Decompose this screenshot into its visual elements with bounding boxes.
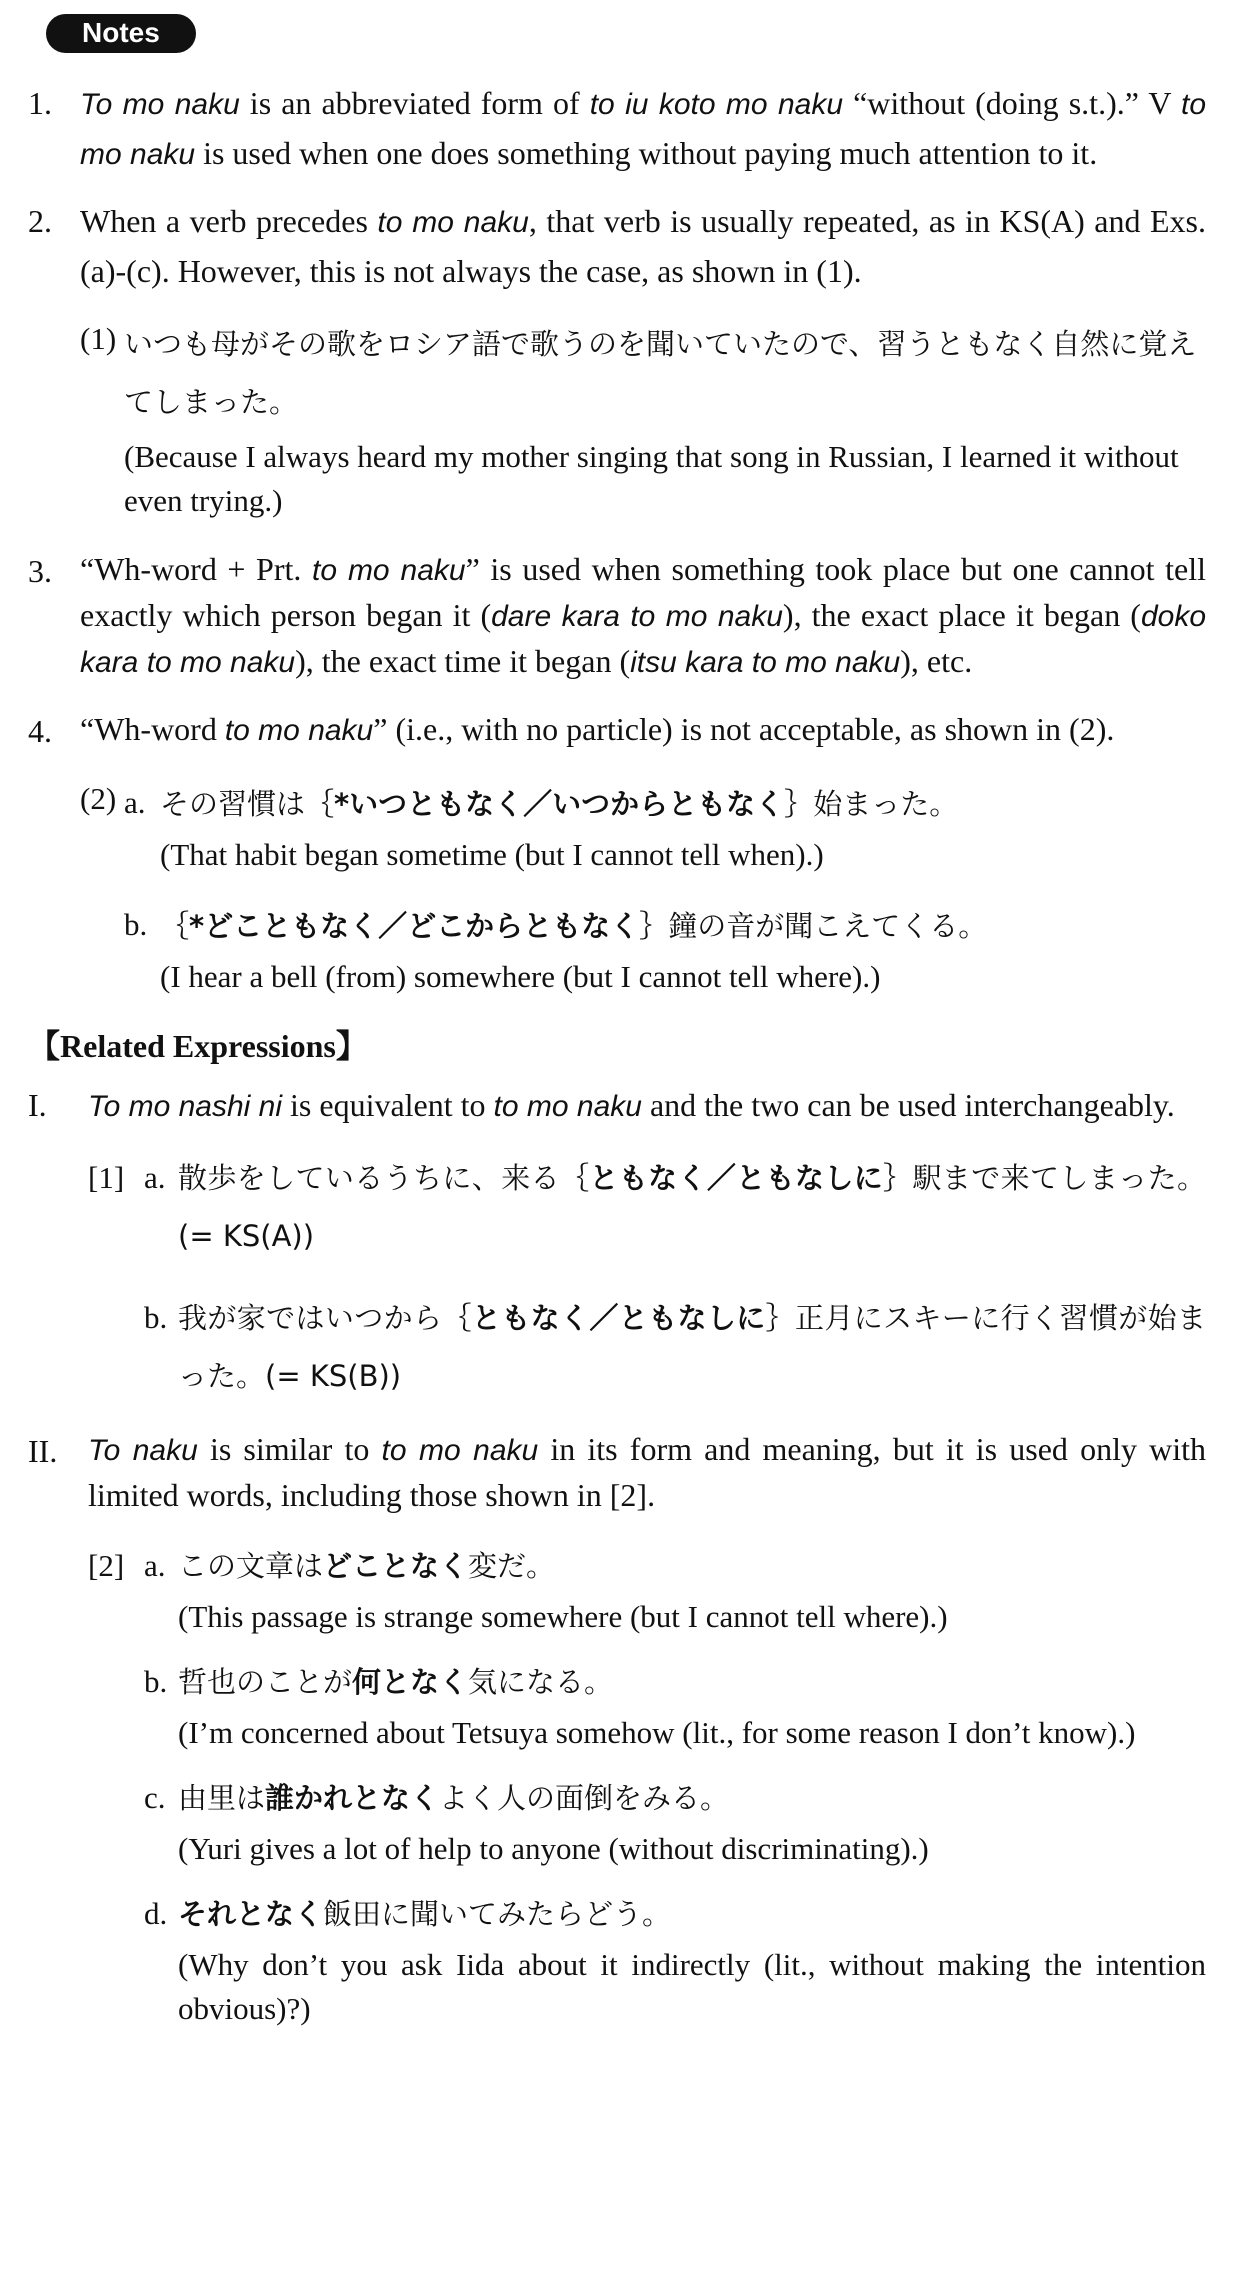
sub-label: b. (144, 1300, 168, 1335)
bold-phrase: 何となく (352, 1665, 469, 1699)
note-number: 1. (28, 85, 52, 121)
text-run: 変だ。 (468, 1549, 556, 1583)
example-japanese (178, 1769, 1206, 1827)
example-japanese (178, 1149, 1206, 1265)
note-number: 3. (28, 553, 52, 589)
example-translation: (I hear a bell (from) somewhere (but I cannot tell where).) (160, 959, 881, 994)
example-japanese (160, 897, 1206, 955)
example-1 (80, 315, 1206, 523)
text-run: is used when one does something without paying much attention to it. (195, 135, 1098, 171)
note-text (80, 707, 1206, 753)
note-number: 2. (28, 203, 52, 239)
romanized-term: to mo naku (377, 206, 529, 239)
romanized-term: To mo nashi ni (88, 1090, 283, 1123)
text-run: ｛ (160, 909, 190, 943)
related-text (88, 1081, 1206, 1131)
example-japanese: いつも母がその歌をロシア語で歌うのを聞いていたので、習うともなく自然に覚えてしまった。 (124, 327, 1197, 419)
text-run: ｝駅まで来てしまった。(= KS(A)) (178, 1161, 1206, 1253)
sub-label: a. (144, 1548, 166, 1583)
note-text (80, 79, 1206, 179)
bold-phrase: ともなく／ともなしに (589, 1161, 884, 1195)
romanized-term: to mo naku (381, 1434, 539, 1467)
text-run: 気になる。 (468, 1665, 614, 1699)
text-run: “Wh-word (80, 711, 225, 747)
example-japanese (178, 1537, 1206, 1595)
related-1a (144, 1149, 1206, 1265)
example-translation: (That habit began sometime (but I cannot tell when).) (160, 837, 824, 872)
example-2 (80, 775, 1206, 999)
sub-label: b. (124, 907, 148, 942)
romanized-term: to mo naku (493, 1090, 642, 1123)
text-run: is an abbreviated form of (239, 85, 590, 121)
example-japanese (178, 1289, 1206, 1405)
text-run: ｝鐘の音が聞こえてくる。 (639, 909, 988, 943)
text-run: その習慣は｛ (160, 787, 335, 821)
note-text (80, 197, 1206, 295)
text-run: ), the exact time it began ( (295, 643, 631, 679)
example-translation: (This passage is strange somewhere (but I cannot tell where).) (178, 1599, 948, 1634)
text-run: in its form and meaning, but it is used only with limited words, including those shown in [2]. (88, 1431, 1207, 1513)
related-2-examples (88, 1537, 1206, 2031)
note-text (80, 547, 1206, 685)
romanized-term: dare kara to mo naku (491, 600, 783, 633)
note-4 (28, 707, 1206, 753)
text-run: “Wh-word + Prt. (80, 551, 312, 587)
sub-label: d. (144, 1896, 168, 1931)
related-1b (144, 1289, 1206, 1405)
romanized-term: doko kara to mo naku (80, 600, 1207, 679)
bold-phrase: どことなく (323, 1549, 469, 1583)
related-2-item (144, 1537, 1206, 1639)
text-run: 哲也のことが (178, 1665, 353, 1699)
romanized-term: to mo naku (224, 714, 374, 747)
text-run: is equivalent to (282, 1087, 494, 1123)
related-number: II. (28, 1433, 58, 1469)
example-japanese (178, 1885, 1206, 1943)
example-japanese (160, 775, 1206, 833)
bold-phrase: 誰かれとなく (265, 1781, 440, 1815)
romanized-term: itsu kara to mo naku (630, 646, 901, 679)
text-run: and the two can be used interchangeably. (641, 1087, 1175, 1123)
note-2 (28, 197, 1206, 295)
note-1 (28, 79, 1206, 179)
related-2 (28, 1427, 1206, 1517)
related-expressions-heading: 【Related Expressions】 (28, 1028, 368, 1064)
romanized-term: To mo naku (80, 88, 240, 121)
example-2a (124, 775, 1206, 877)
romanized-term: to iu koto mo naku (589, 88, 844, 121)
text-run: よく人の面倒をみる。 (439, 1781, 730, 1815)
text-run: 由里は (178, 1781, 266, 1815)
sub-label: b. (144, 1664, 168, 1699)
example-label: [1] (88, 1160, 125, 1195)
romanized-term: To naku (88, 1434, 198, 1467)
text-run: ｝正月にスキーに行く習慣が始まった。(= KS(B)) (178, 1301, 1206, 1393)
sub-label: c. (144, 1780, 166, 1815)
example-2b (124, 897, 1206, 999)
related-text (88, 1427, 1206, 1517)
text-run: , that verb is usually repeated, as in KS(A) and Exs.(a)-(c). However, this is not always the case, as shown in (1). (80, 203, 1206, 289)
example-label: [2] (88, 1548, 125, 1583)
notes-badge: Notes (46, 14, 196, 53)
note-number: 4. (28, 713, 52, 749)
text-run: ” is used when something took place but one cannot tell exactly which person began it ( (80, 551, 1207, 633)
related-1 (28, 1081, 1206, 1131)
related-2-item (144, 1653, 1206, 1755)
related-2-items (144, 1537, 1206, 2031)
text-run: “without (doing s.t.).” V (843, 85, 1181, 121)
related-number: I. (28, 1087, 47, 1123)
romanized-term: to mo naku (312, 554, 466, 587)
related-2-item (144, 1769, 1206, 1871)
example-translation: (Yuri gives a lot of help to anyone (without discriminating).) (178, 1831, 929, 1866)
bold-phrase: *いつともなく／いつからともなく (334, 787, 785, 821)
example-translation: (I’m concerned about Tetsuya somehow (lit., for some reason I don’t know).) (178, 1715, 1136, 1750)
text-run: ), the exact place it began ( (782, 597, 1141, 633)
sub-label: a. (144, 1160, 166, 1195)
note-3 (28, 547, 1206, 685)
text-run: この文章は (178, 1549, 324, 1583)
example-translation: (Why don’t you ask Iida about it indirectly (lit., without making the intention obvious)?) (178, 1947, 1206, 2026)
romanized-term: to mo naku (80, 88, 1207, 171)
sub-label: a. (124, 785, 146, 820)
text-run: ｝始まった。 (784, 787, 959, 821)
text-run: ” (i.e., with no particle) is not acceptable, as shown in (2). (373, 711, 1115, 747)
bold-phrase: それとなく (178, 1897, 324, 1931)
bold-phrase: ともなく／ともなしに (471, 1301, 766, 1335)
text-run: 散歩をしているうちに、来る｛ (178, 1161, 590, 1195)
text-run: 飯田に聞いてみたらどう。 (323, 1897, 672, 1931)
text-run: 我が家ではいつから｛ (178, 1301, 472, 1335)
example-label: (2) (80, 781, 117, 816)
text-run: ), etc. (900, 643, 973, 679)
example-japanese (178, 1653, 1206, 1711)
related-1-examples (88, 1149, 1206, 1405)
bold-phrase: *どこともなく／どこからともなく (189, 909, 640, 943)
text-run: is similar to (197, 1431, 382, 1467)
text-run: When a verb precedes (80, 203, 378, 239)
example-label: (1) (80, 321, 117, 356)
related-2-item (144, 1885, 1206, 2031)
example-translation: (Because I always heard my mother singing that song in Russian, I learned it without even trying.) (124, 439, 1179, 518)
